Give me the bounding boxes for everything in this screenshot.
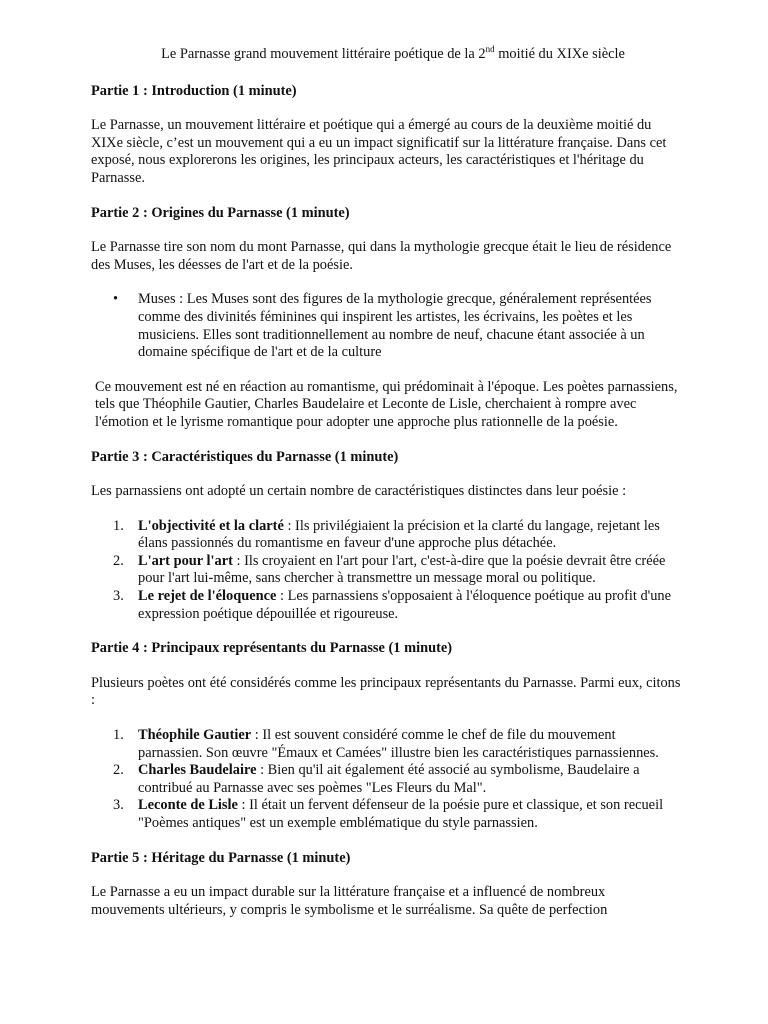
item-term: Leconte de Lisle — [138, 797, 238, 814]
item-text: : Bien qu'il ait également été associé au symbolisme, Baudelaire a contribué au Parnasse avec ses poèmes "Les Fleurs du Mal". — [138, 762, 640, 796]
item-term: Théophile Gautier — [138, 727, 252, 744]
list-item — [113, 291, 681, 361]
item-text: : Les parnassiens s'opposaient à l'éloquence poétique au profit d'une expression poétique dépouillée et rigoureuse. — [138, 588, 672, 622]
section-4-intro: Plusieurs poètes ont été considérés comme les principaux représentants du Parnasse. Parmi eux, citons : — [91, 674, 681, 709]
list-item — [113, 762, 681, 797]
section-3-intro: Les parnassiens ont adopté un certain nombre de caractéristiques distinctes dans leur poésie : — [91, 483, 627, 500]
item-number: 3. — [113, 588, 124, 605]
item-term: L'art pour l'art — [138, 552, 233, 569]
item-text: : Ils privilégiaient la précision et la clarté du langage, rejetant les élans passionnés du romantisme en faveur d'une approche plus détachée. — [138, 517, 660, 552]
item-text: : Il est souvent considéré comme le chef de file du mouvement parnassien. Son œuvre "Émaux et Camées" illustre bien les caractéristiques parnassiennes. — [138, 727, 659, 761]
item-term: L'objectivité et la clarté — [138, 517, 284, 534]
section-1-paragraph: Le Parnasse, un mouvement littéraire et poétique qui a émergé au cours de la deuxième moitié du XIXe siècle, c’est un mouvement qui a eu un impact significatif sur la littérature française. Dans cet exposé, nous explorerons les origines, les principaux acteurs, les caractéristiques et l'héritage du Parnasse. — [91, 117, 667, 186]
section-2-paragraph-2: Ce mouvement est né en réaction au romantisme, qui prédominait à l'époque. Les poètes parnassiens, tels que Théophile Gautier, Charles Baudelaire et Leconte de Lisle, cherchaient à rompre avec l'émotion et le lyrisme romantique pour adopter une approche plus rationnelle de la poésie. — [95, 378, 678, 430]
item-text: : Il était un fervent défenseur de la poésie pure et classique, et son recueil "Poèmes antiques" est un exemple emblématique du style parnassien. — [138, 797, 664, 831]
section-3-numbered-list — [91, 518, 681, 624]
list-item — [113, 727, 681, 762]
item-number: 1. — [113, 727, 124, 744]
section-2-bullet-list — [91, 291, 681, 361]
title-suffix: moitié du XIXe siècle — [494, 46, 625, 62]
bullet-marker: • — [113, 291, 119, 308]
section-3-heading: Partie 3 : Caractéristiques du Parnasse (1 minute) — [91, 448, 399, 465]
section-4-heading: Partie 4 : Principaux représentants du Parnasse (1 minute) — [91, 640, 453, 657]
section-5-heading: Partie 5 : Héritage du Parnasse (1 minute) — [91, 849, 351, 866]
item-number: 3. — [113, 797, 124, 814]
item-number: 1. — [113, 517, 124, 534]
section-4-numbered-list — [91, 727, 681, 833]
list-item — [113, 517, 681, 553]
section-1-heading: Partie 1 : Introduction (1 minute) — [91, 82, 297, 99]
section-2-paragraph-1: Le Parnasse tire son nom du mont Parnasse, qui dans la mythologie grecque était le lieu de résidence des Muses, les déesses de l'art et de la poésie. — [91, 239, 672, 273]
bullet-text: Muses : Les Muses sont des figures de la mythologie grecque, généralement représentées comme des divinités féminines qui inspirent les artistes, les écrivains, les poètes et les musiciens. Elles sont traditionnellement au nombre de neuf, chacune étant associée à un domaine spécifique de l'art et de la culture — [138, 291, 652, 361]
title-prefix: Le Parnasse grand mouvement littéraire poétique de la 2 — [161, 46, 486, 62]
list-item — [113, 588, 681, 623]
document-title — [91, 46, 681, 64]
list-item — [113, 552, 681, 588]
item-term: Charles Baudelaire — [138, 762, 257, 779]
item-number: 2. — [113, 762, 124, 779]
document-page — [91, 46, 681, 936]
list-item — [113, 797, 681, 832]
item-term: Le rejet de l'éloquence — [138, 588, 277, 605]
item-text: : Ils croyaient en l'art pour l'art, c'est-à-dire que la poésie devrait être créée pour l'art lui-même, sans chercher à transmettre un message moral ou politique. — [138, 552, 666, 587]
section-5-paragraph: Le Parnasse a eu un impact durable sur la littérature française et a influencé de nombreux mouvements ultérieurs, y compris le symbolisme et le surréalisme. Sa quête de perfection — [91, 884, 608, 918]
section-2-heading: Partie 2 : Origines du Parnasse (1 minute) — [91, 204, 350, 221]
title-superscript: nd — [485, 44, 495, 55]
item-number: 2. — [113, 552, 124, 569]
